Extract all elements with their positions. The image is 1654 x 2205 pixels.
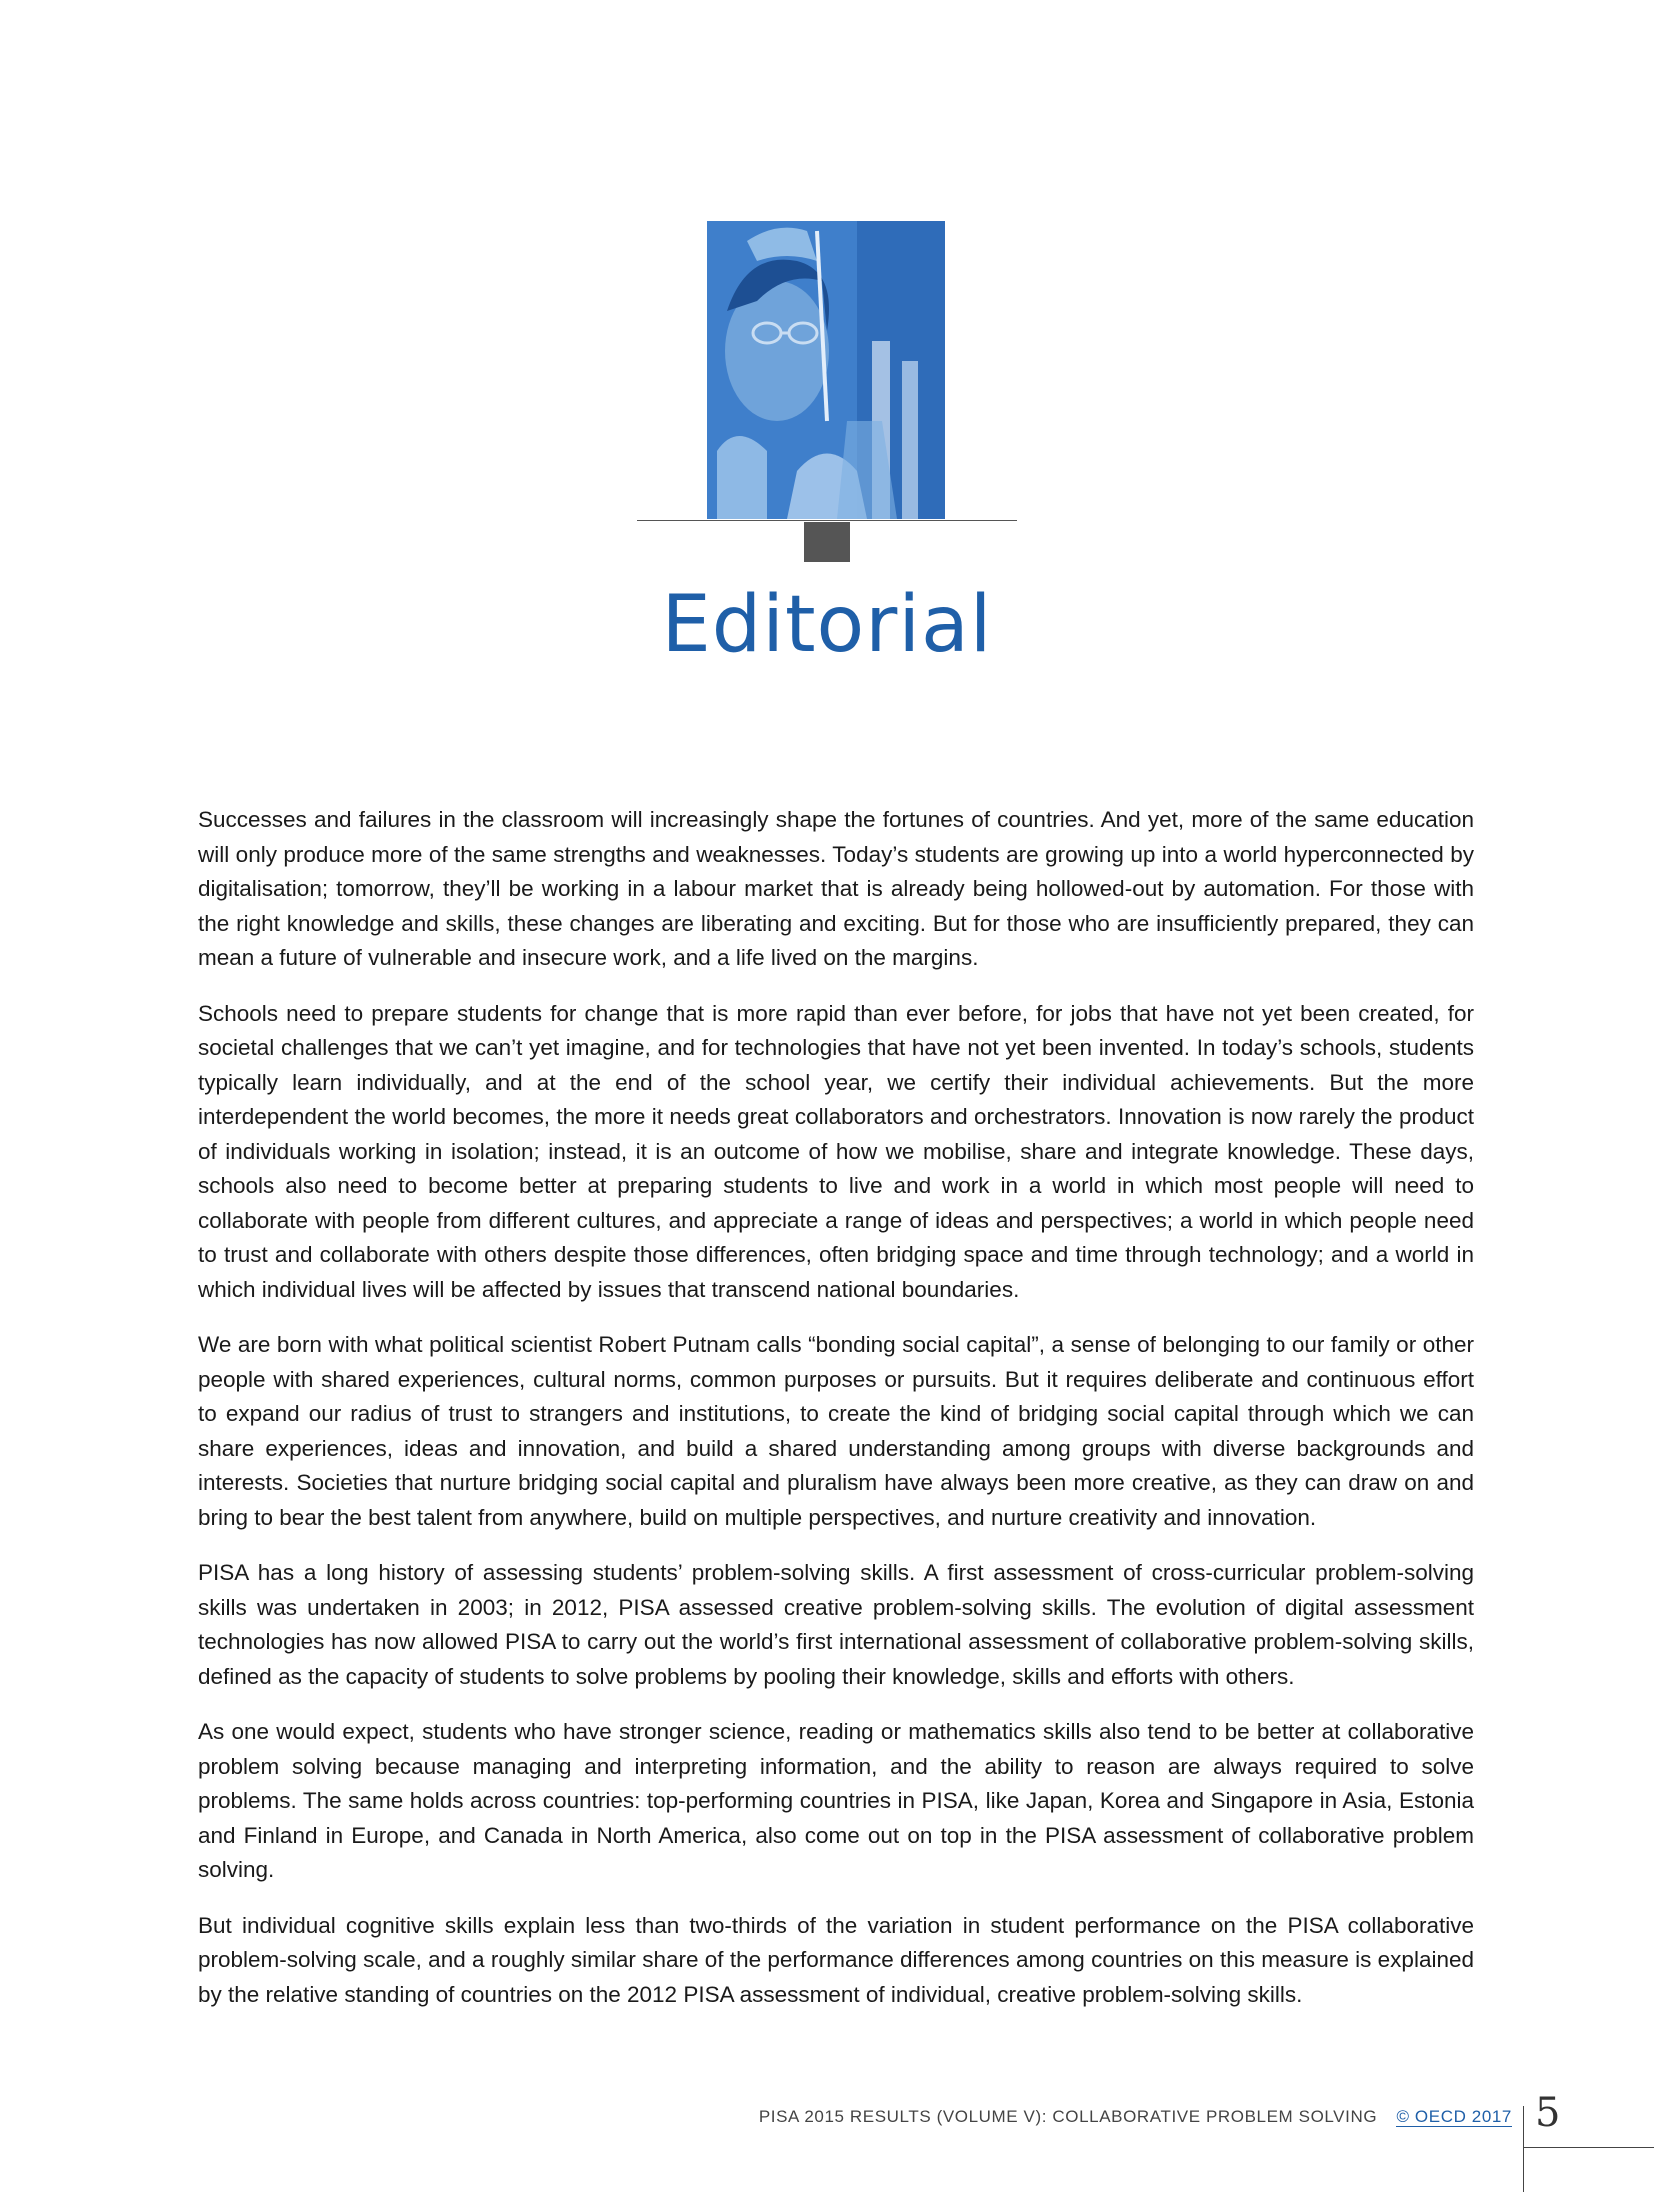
running-footer (700, 2107, 1512, 2127)
page-number: 5 (1535, 2090, 1561, 2136)
paragraph-3: We are born with what political scientist Robert Putnam calls “bonding social capital”, a sense of belonging to our family or other people with shared experiences, cultural norms, common purposes or pursuits. But it requires deliberate and continuous effort to expand our radius of trust to strangers and institutions, to create the kind of bridging social capital through which we can share experiences, ideas and innovation, and build a shared understanding among groups with diverse backgrounds and interests. Societies that nurture bridging social capital and pluralism have always been more creative, as they can draw on and bring to bear the best talent from anywhere, build on multiple perspectives, and nurture creativity and innovation. (198, 1332, 1474, 1530)
page-title: Editorial (661, 580, 993, 670)
footer-horizontal-rule (1523, 2147, 1654, 2148)
running-title: PISA 2015 RESULTS (VOLUME V): COLLABORATIVE PROBLEM SOLVING (758, 2107, 1378, 2126)
header-photo (707, 221, 945, 519)
header-marker-square (804, 522, 850, 562)
copyright-notice: © OECD 2017 (1396, 2107, 1512, 2126)
paragraph-1: Successes and failures in the classroom will increasingly shape the fortunes of countries. And yet, more of the same education will only produce more of the same strengths and weaknesses. Today’s students are growing up into a world hyperconnected by digitalisation; tomorrow, they’ll be working in a labour market that is already being hollowed-out by automation. For those with the right knowledge and skills, these changes are liberating and exciting. But for those who are insufficiently prepared, they can mean a future of vulnerable and insecure work, and a life lived on the margins. (198, 807, 1474, 970)
paragraph-5: As one would expect, students who have stronger science, reading or mathematics skills also tend to be better at collaborative problem solving because managing and interpreting information, and the ability to reason are always required to solve problems. The same holds across countries: top-performing countries in PISA, like Japan, Korea and Singapore in Asia, Estonia and Finland in Europe, and Canada in North America, also come out on top in the PISA assessment of collaborative problem solving. (198, 1719, 1474, 1882)
footer-vertical-rule (1523, 2106, 1524, 2192)
paragraph-4: PISA has a long history of assessing students’ problem-solving skills. A first assessment of cross-curricular problem-solving skills was undertaken in 2003; in 2012, PISA assessed creative problem-solving skills. The evolution of digital assessment technologies has now allowed PISA to carry out the world’s first international assessment of collaborative problem-solving skills, defined as the capacity of students to solve problems by pooling their knowledge, skills and efforts with others. (198, 1560, 1474, 1689)
editorial-body (198, 803, 1474, 2033)
paragraph-2: Schools need to prepare students for change that is more rapid than ever before, for jobs that have not yet been created, for societal challenges that we can’t yet imagine, and for technologies that have not yet been invented. In today’s schools, students typically learn individually, and at the end of the school year, we certify their individual achievements. But the more interdependent the world becomes, the more it needs great collaborators and orchestrators. Innovation is now rarely the product of individuals working in isolation; instead, it is an outcome of how we mobilise, share and integrate knowledge. These days, schools also need to become better at preparing students to live and work in a world in which most people will need to collaborate with people from different cultures, and appreciate a range of ideas and perspectives; a world in which people need to trust and collaborate with others despite those differences, often bridging space and time through technology; and a world in which individual lives will be affected by issues that transcend national boundaries. (198, 1000, 1474, 1302)
header-rule (637, 520, 1017, 521)
lab-photo-illustration (707, 221, 945, 519)
paragraph-6: But individual cognitive skills explain less than two-thirds of the variation in student performance on the PISA collaborative problem-solving scale, and a roughly similar share of the performance differences among countries on this measure is explained by the relative standing of countries on the 2012 PISA assessment of individual, creative problem-solving skills. (198, 1912, 1474, 2007)
